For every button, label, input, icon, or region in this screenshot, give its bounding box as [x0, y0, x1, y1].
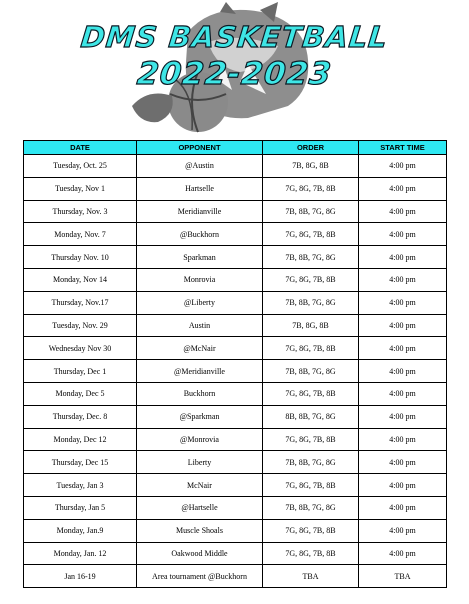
start-time-cell: 4:00 pm [359, 382, 447, 405]
order-cell: 7B, 8G, 8B [263, 314, 359, 337]
order-cell: 7B, 8B, 7G, 8G [263, 246, 359, 269]
opponent-cell: Oakwood Middle [137, 542, 263, 565]
order-cell: 7B, 8B, 7G, 8G [263, 291, 359, 314]
opponent-cell: @Monrovia [137, 428, 263, 451]
start-time-cell: 4:00 pm [359, 519, 447, 542]
date-cell: Thursday, Dec 1 [24, 360, 137, 383]
date-cell: Tuesday, Nov. 29 [24, 314, 137, 337]
order-cell: 7G, 8G, 7B, 8B [263, 428, 359, 451]
table-row [24, 405, 447, 428]
opponent-cell: Austin [137, 314, 263, 337]
opponent-cell: Hartselle [137, 177, 263, 200]
table-row [24, 542, 447, 565]
date-cell: Tuesday, Oct. 25 [24, 155, 137, 178]
date-cell: Jan 16-19 [24, 565, 137, 588]
schedule-table [23, 140, 447, 588]
order-cell: 7G, 8G, 7B, 8B [263, 223, 359, 246]
start-time-cell: 4:00 pm [359, 496, 447, 519]
opponent-cell: Area tournament @Buckhorn [137, 565, 263, 588]
opponent-cell: Meridianville [137, 200, 263, 223]
start-time-cell: TBA [359, 565, 447, 588]
opponent-cell: @Sparkman [137, 405, 263, 428]
date-cell: Monday, Dec 12 [24, 428, 137, 451]
opponent-cell: @Hartselle [137, 496, 263, 519]
start-time-cell: 4:00 pm [359, 474, 447, 497]
table-row [24, 565, 447, 588]
order-cell: 7G, 8G, 7B, 8B [263, 542, 359, 565]
opponent-cell: @Buckhorn [137, 223, 263, 246]
start-time-cell: 4:00 pm [359, 405, 447, 428]
page-header [0, 0, 469, 140]
column-header-start-time: START TIME [359, 141, 447, 155]
date-cell: Thursday, Nov. 3 [24, 200, 137, 223]
table-row [24, 428, 447, 451]
table-row [24, 382, 447, 405]
order-cell: 8B, 8B, 7G, 8G [263, 405, 359, 428]
table-row [24, 451, 447, 474]
opponent-cell: Monrovia [137, 268, 263, 291]
season-title: 2022-2023 [135, 56, 334, 92]
date-cell: Wednesday Nov 30 [24, 337, 137, 360]
order-cell: 7B, 8B, 7G, 8G [263, 496, 359, 519]
table-row [24, 246, 447, 269]
start-time-cell: 4:00 pm [359, 155, 447, 178]
opponent-cell: Liberty [137, 451, 263, 474]
order-cell: 7G, 8G, 7B, 8B [263, 382, 359, 405]
date-cell: Thursday, Nov.17 [24, 291, 137, 314]
page-title: DMS BASKETBALL [79, 20, 390, 54]
order-cell: 7G, 8G, 7B, 8B [263, 177, 359, 200]
start-time-cell: 4:00 pm [359, 200, 447, 223]
start-time-cell: 4:00 pm [359, 428, 447, 451]
column-header-order: ORDER [263, 141, 359, 155]
table-row [24, 268, 447, 291]
order-cell: 7G, 8G, 7B, 8B [263, 337, 359, 360]
table-row [24, 291, 447, 314]
start-time-cell: 4:00 pm [359, 223, 447, 246]
opponent-cell: @Liberty [137, 291, 263, 314]
order-cell: 7B, 8G, 8B [263, 155, 359, 178]
table-row [24, 155, 447, 178]
table-header-row [24, 141, 447, 155]
order-cell: 7G, 8G, 7B, 8B [263, 519, 359, 542]
start-time-cell: 4:00 pm [359, 337, 447, 360]
opponent-cell: Sparkman [137, 246, 263, 269]
opponent-cell: @McNair [137, 337, 263, 360]
opponent-cell: @Austin [137, 155, 263, 178]
table-row [24, 177, 447, 200]
column-header-date: DATE [24, 141, 137, 155]
opponent-cell: Buckhorn [137, 382, 263, 405]
table-row [24, 519, 447, 542]
date-cell: Monday, Nov. 7 [24, 223, 137, 246]
opponent-cell: McNair [137, 474, 263, 497]
date-cell: Monday, Nov 14 [24, 268, 137, 291]
order-cell: 7G, 8G, 7B, 8B [263, 474, 359, 497]
start-time-cell: 4:00 pm [359, 291, 447, 314]
date-cell: Tuesday, Nov 1 [24, 177, 137, 200]
date-cell: Thursday Nov. 10 [24, 246, 137, 269]
table-row [24, 314, 447, 337]
start-time-cell: 4:00 pm [359, 542, 447, 565]
order-cell: TBA [263, 565, 359, 588]
table-row [24, 474, 447, 497]
opponent-cell: Muscle Shoals [137, 519, 263, 542]
date-cell: Monday, Dec 5 [24, 382, 137, 405]
order-cell: 7B, 8B, 7G, 8G [263, 360, 359, 383]
date-cell: Monday, Jan.9 [24, 519, 137, 542]
date-cell: Thursday, Dec 15 [24, 451, 137, 474]
schedule-body [24, 155, 447, 588]
start-time-cell: 4:00 pm [359, 246, 447, 269]
start-time-cell: 4:00 pm [359, 360, 447, 383]
date-cell: Thursday, Jan 5 [24, 496, 137, 519]
date-cell: Monday, Jan. 12 [24, 542, 137, 565]
table-row [24, 496, 447, 519]
start-time-cell: 4:00 pm [359, 314, 447, 337]
order-cell: 7G, 8G, 7B, 8B [263, 268, 359, 291]
opponent-cell: @Meridianville [137, 360, 263, 383]
order-cell: 7B, 8B, 7G, 8G [263, 200, 359, 223]
start-time-cell: 4:00 pm [359, 177, 447, 200]
order-cell: 7B, 8B, 7G, 8G [263, 451, 359, 474]
table-row [24, 200, 447, 223]
start-time-cell: 4:00 pm [359, 268, 447, 291]
start-time-cell: 4:00 pm [359, 451, 447, 474]
table-row [24, 360, 447, 383]
table-row [24, 223, 447, 246]
table-row [24, 337, 447, 360]
column-header-opponent: OPPONENT [137, 141, 263, 155]
date-cell: Tuesday, Jan 3 [24, 474, 137, 497]
date-cell: Thursday, Dec. 8 [24, 405, 137, 428]
